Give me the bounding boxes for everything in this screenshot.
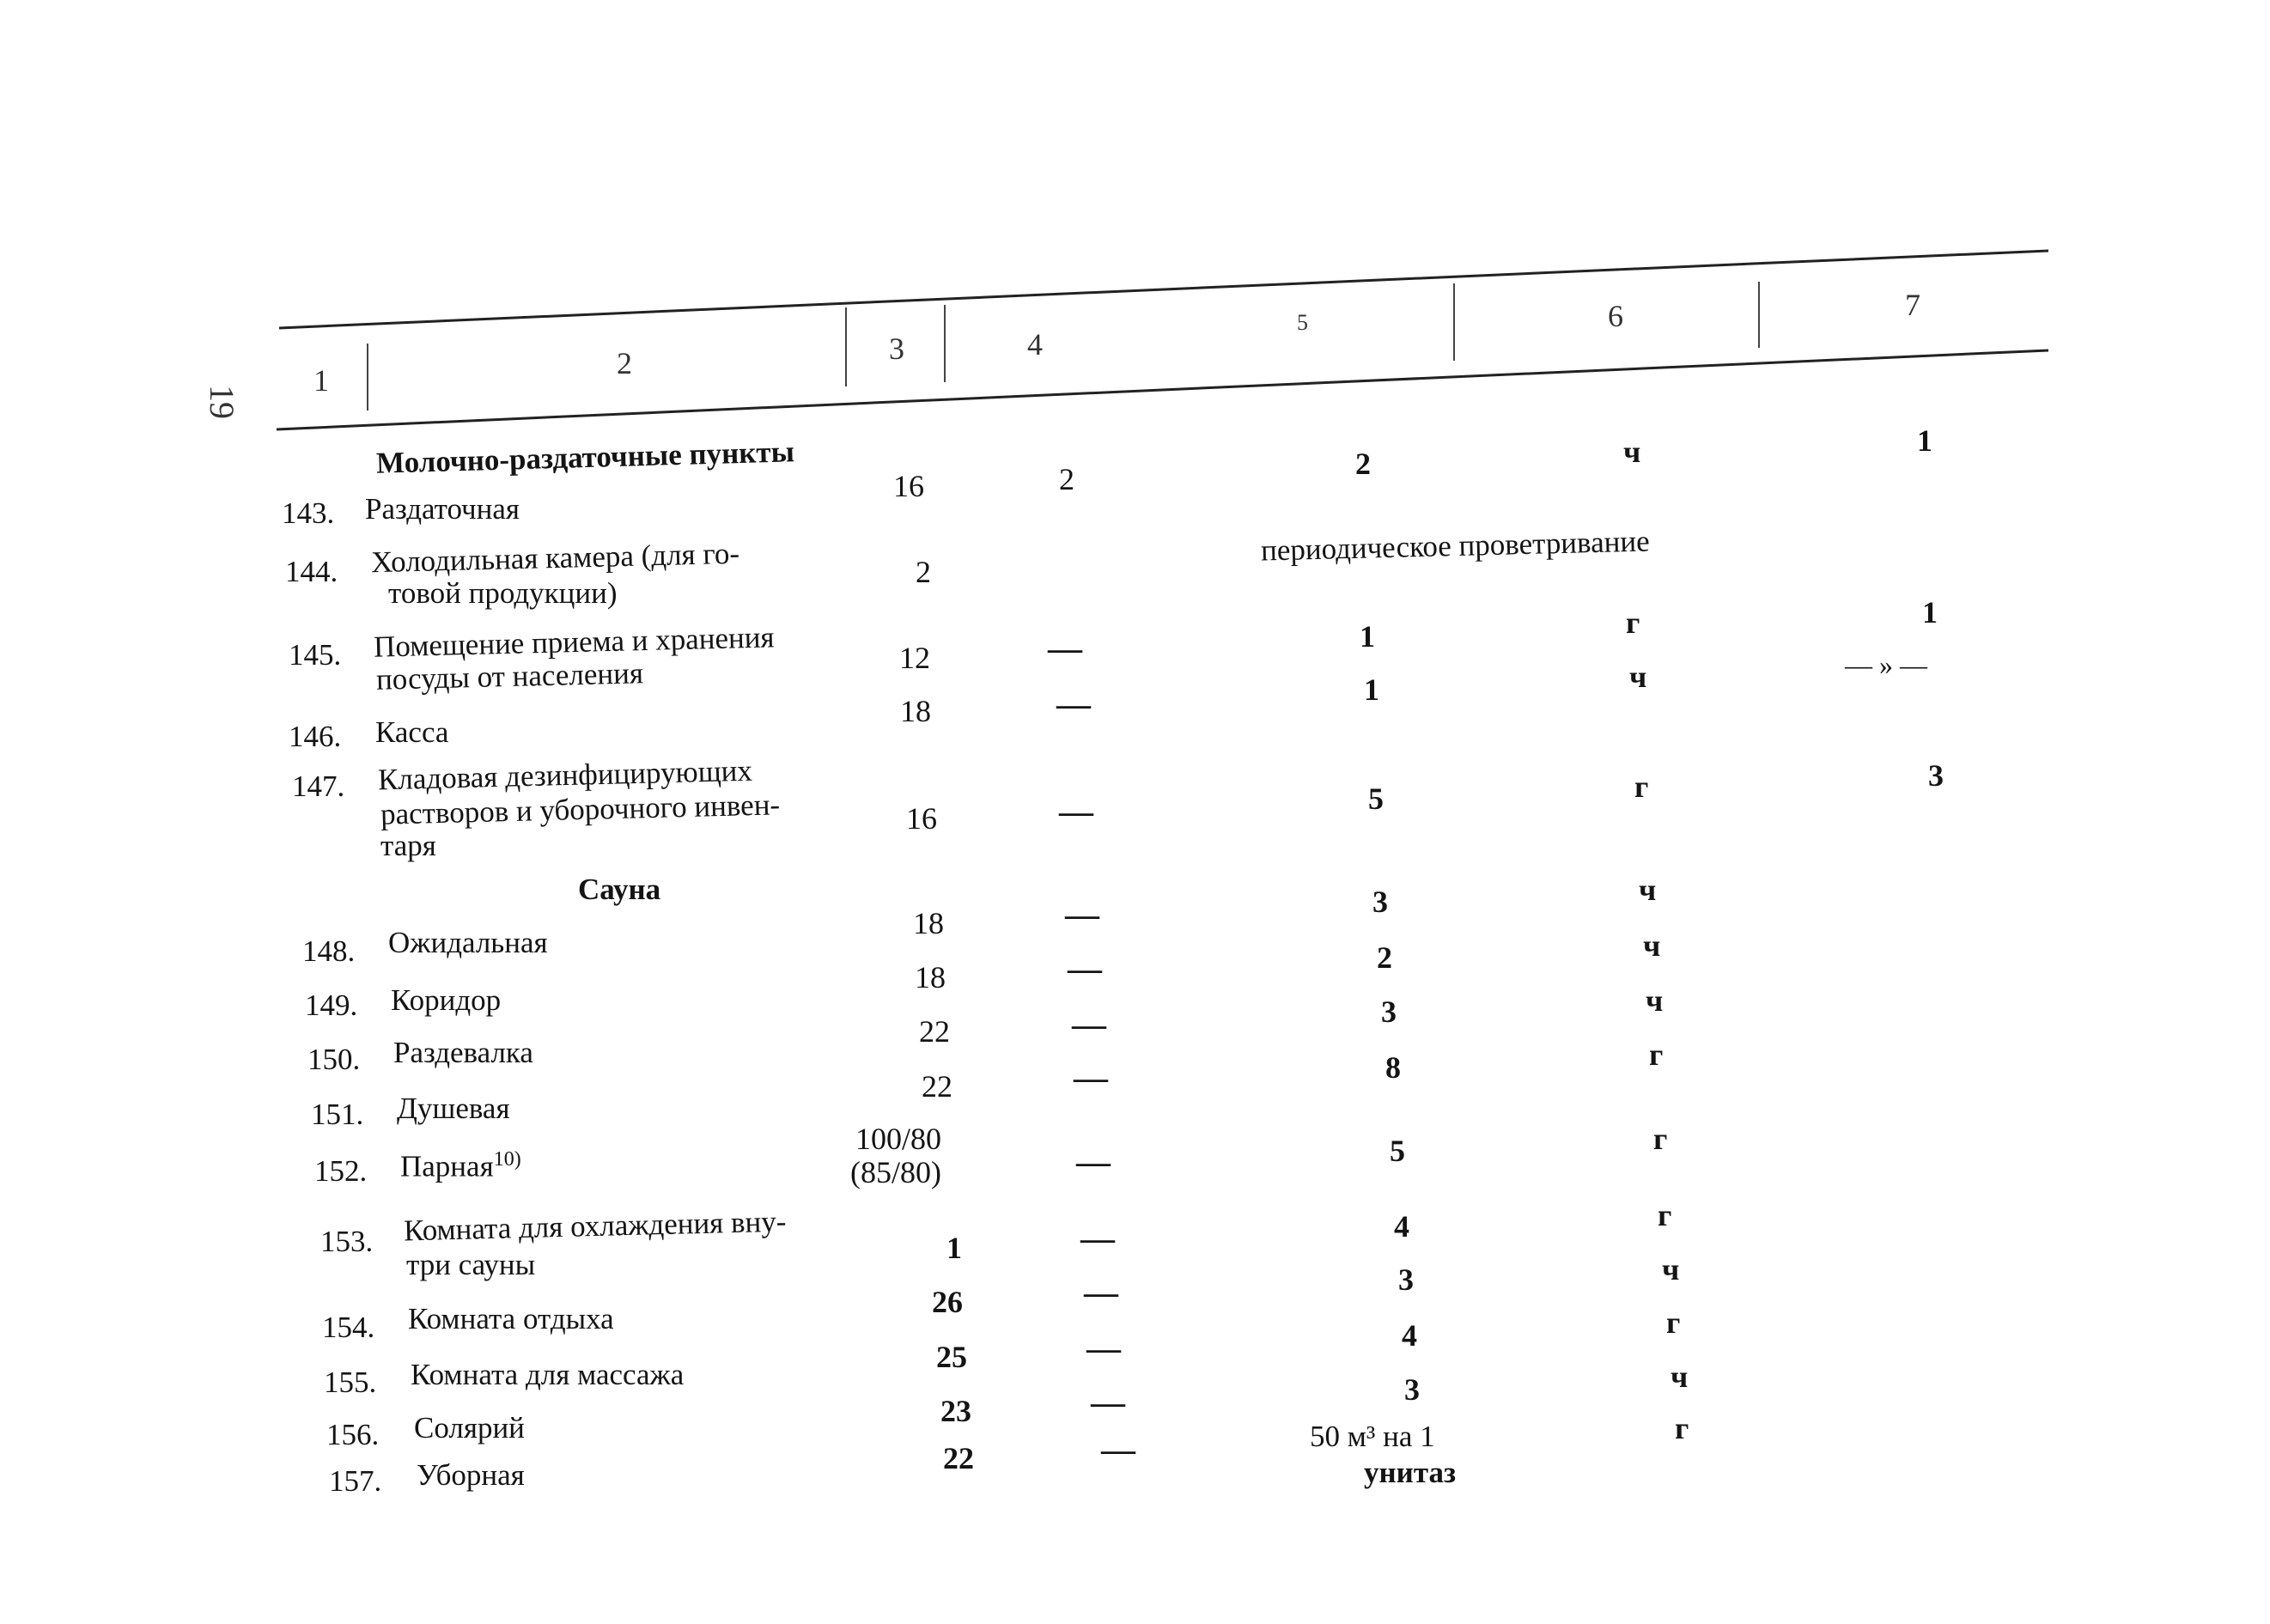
row-name-line-2: товой продукции) [388, 576, 618, 610]
cell-col-5: 2 [1377, 940, 1392, 975]
header-bottom-rule [277, 346, 2048, 429]
row-name: Раздаточная [365, 492, 520, 526]
row-name: Душевая [397, 1092, 510, 1125]
cell-col-5-line-2: унитаз [1364, 1456, 1457, 1489]
row-number: 149. [305, 988, 358, 1022]
cell-col-3: 22 [922, 1069, 952, 1104]
header-col-1: 1 [313, 363, 329, 398]
cell-col-6: г [1626, 605, 1640, 640]
row-number: 154. [322, 1311, 375, 1344]
row-name-line-1: Комната для охлаждения вну- [403, 1204, 787, 1248]
page-number: 19 [203, 385, 241, 419]
cell-col-5: 3 [1372, 885, 1388, 919]
cell-col-3: 26 [932, 1285, 963, 1319]
cell-col-4: — [1101, 1430, 1135, 1469]
cell-col-3: 18 [913, 906, 944, 940]
row-name-line-1: Помещение приема и хранения [373, 620, 775, 664]
cell-col-4: — [1076, 1142, 1111, 1181]
cell-col-5: 3 [1404, 1372, 1420, 1407]
row-number: 150. [307, 1043, 361, 1076]
cell-col-6: г [1653, 1122, 1668, 1156]
row-number: 151. [311, 1098, 364, 1131]
cell-col-5: 3 [1381, 994, 1397, 1029]
cell-col-3: 25 [936, 1340, 967, 1374]
cell-col-4: — [1086, 1329, 1121, 1367]
cell-col-6: ч [1643, 928, 1661, 963]
table-top-rule [279, 251, 2048, 328]
row-name: Раздевалка [393, 1036, 533, 1069]
cell-col-6: ч [1671, 1359, 1689, 1394]
row-number: 157. [329, 1464, 382, 1498]
cell-col-3: 16 [893, 469, 924, 503]
row-name-line-2: посуды от населения [375, 656, 644, 696]
row-number: 143. [282, 496, 335, 530]
cell-col-4: — [1068, 949, 1102, 988]
cell-col-6: ч [1623, 435, 1641, 469]
row-name-line-2: растворов и уборочного инвен- [380, 788, 781, 831]
cell-col-4: 2 [1059, 462, 1074, 496]
cell-col-5: 1 [1364, 672, 1379, 707]
cell-col-5: 4 [1402, 1318, 1417, 1353]
header-col-6: 6 [1608, 299, 1623, 333]
cell-col-3: 23 [940, 1394, 971, 1428]
row-number: 147. [292, 769, 345, 803]
cell-col-3-line-2: (85/80) [850, 1155, 941, 1189]
row-note-ventilation: периодическое проветривание [1260, 524, 1651, 568]
row-name: Комната для массажа [411, 1358, 685, 1391]
cell-col-5: 2 [1355, 447, 1371, 481]
header-col-2: 2 [617, 346, 632, 380]
cell-col-6: г [1649, 1037, 1664, 1072]
cell-col-4: — [1065, 895, 1099, 934]
cell-col-5: 1 [1360, 619, 1375, 654]
cell-col-6: ч [1662, 1252, 1680, 1286]
row-name-line-2: три сауны [406, 1248, 536, 1281]
cell-col-4: — [1091, 1383, 1125, 1421]
cell-col-6: г [1666, 1305, 1681, 1340]
cell-col-3: 16 [906, 801, 937, 836]
row-number: 145. [289, 638, 342, 672]
header-col-7: 7 [1905, 288, 1920, 322]
cell-col-6: ч [1629, 660, 1647, 694]
cell-col-7: 1 [1922, 595, 1938, 630]
section-title-sauna: Сауна [578, 873, 661, 906]
cell-col-4: — [1056, 684, 1091, 723]
row-name-line-1: Кладовая дезинфицирующих [377, 753, 753, 797]
cell-col-3: 18 [900, 694, 931, 728]
cell-col-3: 2 [916, 555, 931, 589]
row-number: 153. [320, 1225, 374, 1258]
row-name: Парная$^{10)}$ [400, 1148, 521, 1183]
row-name: Комната отдыха [408, 1302, 614, 1335]
cell-col-3: 12 [899, 641, 930, 675]
cell-col-6: ч [1646, 983, 1664, 1018]
cell-col-5: 3 [1398, 1262, 1414, 1297]
cell-col-4: — [1084, 1273, 1118, 1311]
cell-col-6: г [1675, 1411, 1689, 1445]
cell-col-4: — [1059, 792, 1093, 830]
row-number: 155. [324, 1365, 377, 1399]
header-col-3: 3 [889, 331, 904, 366]
cell-col-6: г [1658, 1198, 1672, 1232]
row-name-line-3: таря [380, 829, 436, 862]
cell-col-5: 8 [1385, 1050, 1401, 1085]
row-number: 144. [285, 555, 338, 588]
row-name-line-1: Холодильная камера (для го- [370, 536, 740, 580]
cell-col-6: г [1634, 769, 1649, 804]
section-title-milk: Молочно-раздаточные пункты [375, 435, 795, 480]
header-col-4: 4 [1027, 327, 1043, 362]
cell-col-5: 5 [1390, 1134, 1405, 1168]
cell-col-3: 1 [946, 1231, 962, 1265]
cell-col-5: 5 [1368, 782, 1384, 816]
cell-col-5: 4 [1394, 1209, 1409, 1244]
row-name: Уборная [417, 1458, 525, 1492]
cell-col-7: 3 [1928, 758, 1944, 793]
row-name: Солярий [414, 1411, 525, 1445]
cell-col-4: — [1048, 629, 1082, 667]
row-name: Касса [375, 715, 449, 749]
row-number: 156. [326, 1418, 380, 1451]
cell-col-3: 18 [915, 960, 946, 994]
cell-col-6: ч [1639, 873, 1657, 907]
cell-col-3: 22 [919, 1014, 950, 1049]
cell-col-3-line-1: 100/80 [855, 1122, 942, 1156]
cell-col-7-ditto: — » — [1845, 649, 1927, 680]
row-number: 146. [289, 720, 342, 753]
row-number: 148. [302, 934, 356, 968]
cell-col-4: — [1072, 1005, 1106, 1043]
cell-col-3: 22 [943, 1441, 974, 1475]
row-name: Ожидальная [388, 926, 548, 959]
cell-col-7: 1 [1917, 423, 1932, 458]
row-number: 152. [314, 1154, 368, 1188]
cell-col-4: — [1080, 1219, 1115, 1257]
header-col-5: 5 [1297, 310, 1308, 335]
cell-col-5-line-1: 50 м³ на 1 [1310, 1420, 1435, 1453]
cell-col-4: — [1074, 1058, 1108, 1097]
row-name: Коридор [391, 983, 502, 1017]
